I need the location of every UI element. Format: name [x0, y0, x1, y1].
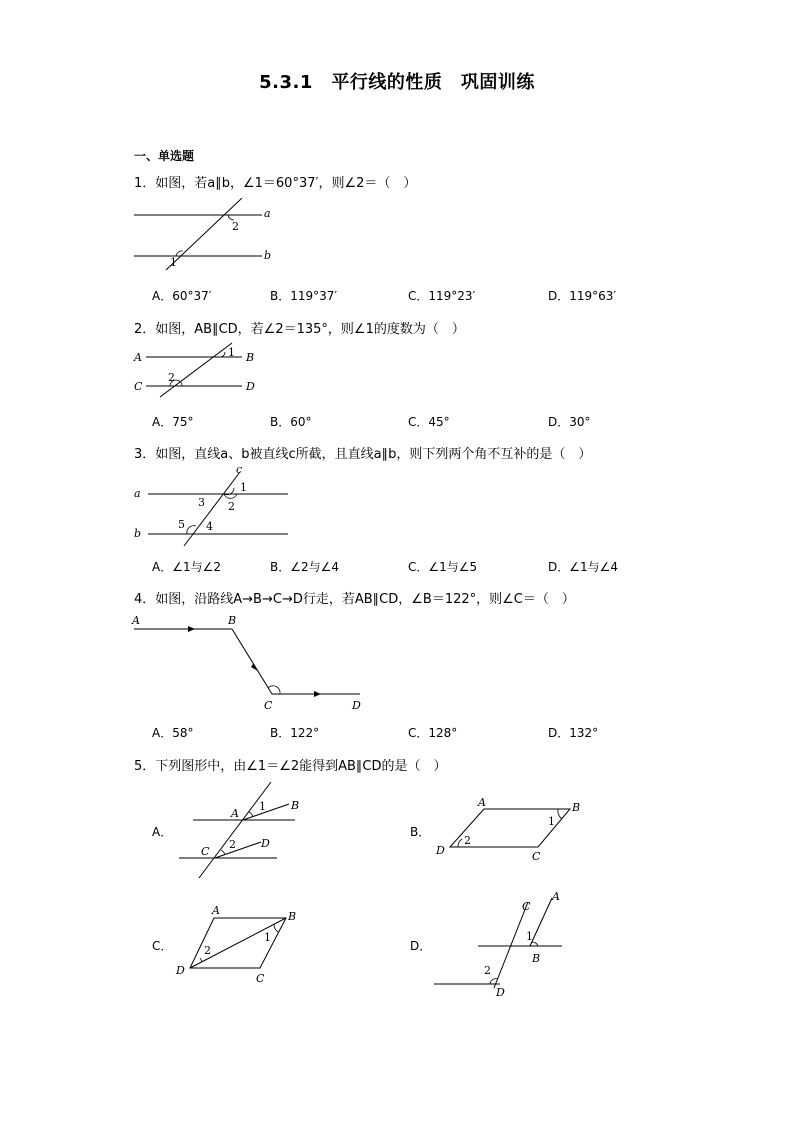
q5d-label-A: A	[552, 890, 560, 903]
q5-option-c[interactable]: C．	[152, 939, 173, 953]
q5b-angle-1: 1	[548, 815, 555, 828]
q2-choice-c[interactable]: C．45°	[408, 415, 450, 429]
q1-label-a: a	[264, 207, 271, 220]
q3-choice-a[interactable]: A．∠1与∠2	[152, 560, 221, 574]
q5a-label-C: C	[201, 845, 210, 858]
q5a-angle-2: 2	[229, 838, 236, 851]
question-4-stem: 4．如图，沿路线A→B→C→D行走，若AB∥CD，∠B＝122°，则∠C＝（ ）	[134, 592, 575, 607]
q3-angle-5: 5	[178, 518, 185, 531]
q5a-angle-1: 1	[259, 800, 266, 813]
question-3-stem: 3．如图，直线a、b被直线c所截，且直线a∥b，则下列两个角不互补的是（ ）	[134, 447, 592, 462]
q4-choice-a[interactable]: A．58°	[152, 726, 194, 740]
q2-label-D: D	[246, 380, 255, 393]
q1-angle-1: 1	[170, 256, 177, 269]
q4-label-D: D	[352, 699, 361, 712]
q5a-label-A: A	[231, 807, 239, 820]
q5b-angle-2: 2	[464, 834, 471, 847]
q3-choice-d[interactable]: D．∠1与∠4	[548, 560, 619, 574]
q2-label-A: A	[134, 351, 142, 364]
q5-figure-d	[434, 888, 584, 998]
q3-angle-2: 2	[228, 500, 235, 513]
question-4-figure	[132, 612, 372, 712]
q5-option-d[interactable]: D．	[410, 939, 432, 953]
q5-figure-b	[434, 795, 594, 865]
q2-choice-d[interactable]: D．30°	[548, 415, 591, 429]
section-heading: 一、单选题	[134, 149, 195, 163]
q5d-label-B: B	[532, 952, 541, 965]
q5-figure-c	[176, 902, 316, 987]
q5c-angle-2: 2	[204, 944, 211, 957]
q5a-label-D: D	[261, 837, 270, 850]
q3-label-c: c	[236, 463, 243, 476]
question-1-figure	[134, 198, 284, 273]
q1-angle-2: 2	[232, 220, 239, 233]
q4-choice-c[interactable]: C．128°	[408, 726, 458, 740]
q2-label-C: C	[134, 380, 143, 393]
question-2-figure	[134, 343, 264, 398]
q3-choice-b[interactable]: B．∠2与∠4	[270, 560, 340, 574]
q5b-label-D: D	[436, 844, 445, 857]
page-title: 5.3.1 平行线的性质 巩固训练	[259, 72, 535, 93]
q3-angle-4: 4	[206, 520, 213, 533]
q2-label-B: B	[246, 351, 255, 364]
q1-choice-a[interactable]: A．60°37′	[152, 289, 212, 303]
question-2-stem: 2．如图，AB∥CD，若∠2＝135°，则∠1的度数为（ ）	[134, 322, 465, 337]
q5c-label-A: A	[212, 904, 220, 917]
q5c-label-C: C	[256, 972, 265, 985]
q5d-angle-1: 1	[526, 930, 533, 943]
q1-label-b: b	[264, 249, 272, 262]
q5-option-a[interactable]: A．	[152, 825, 173, 839]
q1-choice-c[interactable]: C．119°23′	[408, 289, 476, 303]
question-3-figure	[134, 463, 294, 546]
q2-angle-2: 2	[168, 371, 175, 384]
q1-choice-b[interactable]: B．119°37′	[270, 289, 338, 303]
q5d-angle-2: 2	[484, 964, 491, 977]
q3-angle-1: 1	[240, 481, 247, 494]
q4-label-A: A	[132, 614, 140, 627]
q2-choice-b[interactable]: B．60°	[270, 415, 312, 429]
q5-option-b[interactable]: B．	[410, 825, 431, 839]
q1-choice-d[interactable]: D．119°63′	[548, 289, 617, 303]
q5b-label-B: B	[572, 801, 581, 814]
q4-choice-b[interactable]: B．122°	[270, 726, 320, 740]
q5c-label-B: B	[288, 910, 297, 923]
q4-label-B: B	[228, 614, 237, 627]
q5a-label-B: B	[291, 799, 300, 812]
q2-choice-a[interactable]: A．75°	[152, 415, 194, 429]
q3-label-b: b	[134, 527, 142, 540]
q5c-label-D: D	[176, 964, 185, 977]
q2-angle-1: 1	[228, 346, 235, 359]
q4-label-C: C	[264, 699, 273, 712]
q3-label-a: a	[134, 487, 141, 500]
q5b-label-A: A	[478, 796, 486, 809]
q3-choice-c[interactable]: C．∠1与∠5	[408, 560, 478, 574]
q3-angle-3: 3	[198, 496, 205, 509]
q4-choice-d[interactable]: D．132°	[548, 726, 599, 740]
question-1-stem: 1．如图，若a∥b，∠1＝60°37′，则∠2＝（ ）	[134, 176, 417, 191]
question-5-stem: 5．下列图形中，由∠1＝∠2能得到AB∥CD的是（ ）	[134, 759, 447, 774]
q5d-label-D: D	[496, 986, 505, 999]
q5d-label-C: C	[522, 900, 531, 913]
q5-figure-a	[175, 780, 315, 880]
q5c-angle-1: 1	[264, 931, 271, 944]
q5b-label-C: C	[532, 850, 541, 863]
